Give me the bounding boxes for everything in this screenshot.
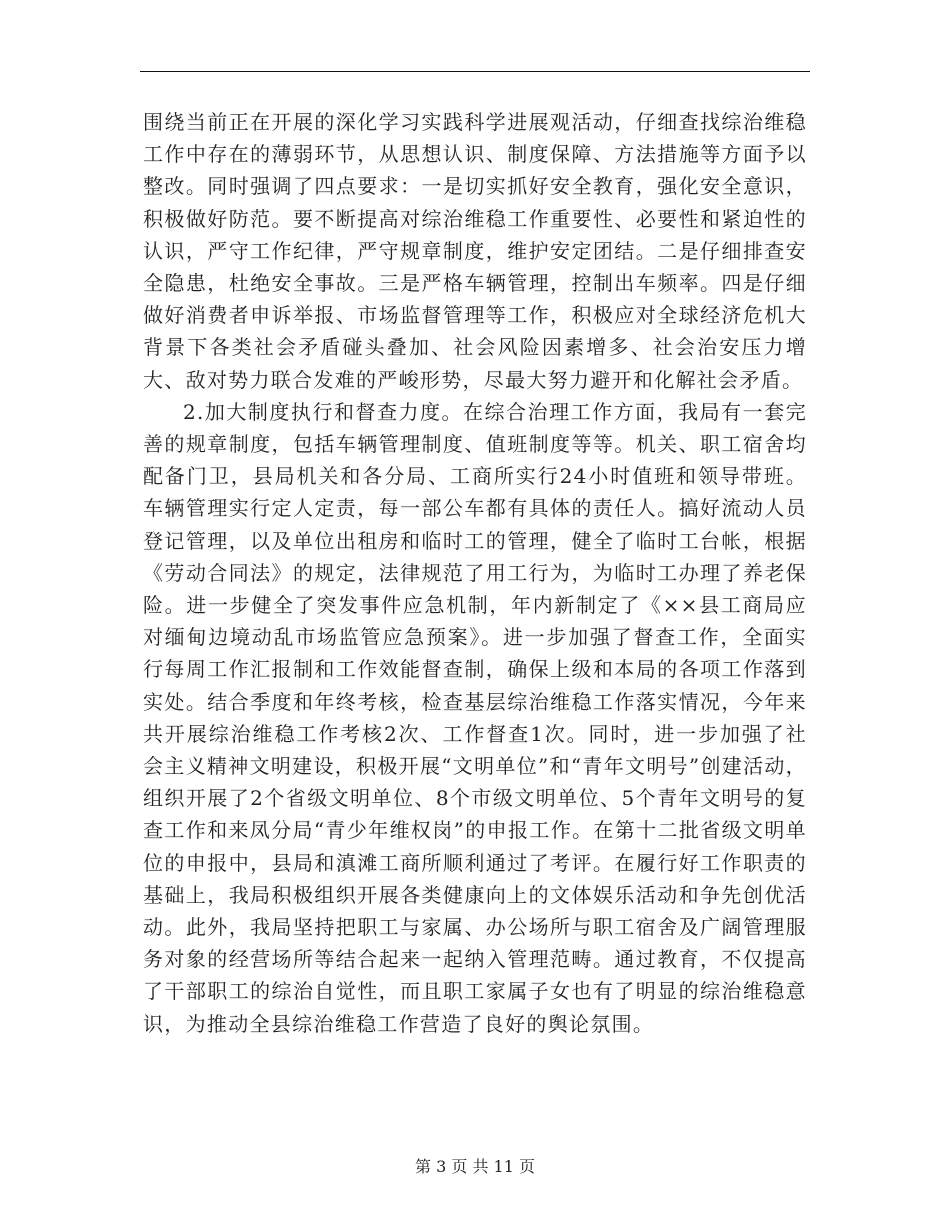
header-rule (140, 71, 810, 72)
page-footer (0, 1154, 950, 1177)
body-paragraph-section-2: 2.加大制度执行和督查力度。在综合治理工作方面，我局有一套完善的规章制度，包括车辆管理制度、值班制度等等。机关、职工宿舍均配备门卫，县局机关和各分局、工商所实行24小时值班和领导带班。车辆管理实行定人定责，每一部公车都有具体的责任人。搞好流动人员登记管理，以及单位出租房和临时工的管理，健全了临时工台帐，根据《劳动合同法》的规定，法律规范了用工行为，为临时工办理了养老保险。进一步健全了突发事件应急机制，年内新制定了《××县工商局应对缅甸边境动乱市场监管应急预案》。进一步加强了督查工作，全面实行每周工作汇报制和工作效能督查制，确保上级和本局的各项工作落到实处。结合季度和年终考核，检查基层综治维稳工作落实情况，今年来共开展综治维稳工作考核2次、工作督查1次。同时，进一步加强了社会主义精神文明建设，积极开展“文明单位”和“青年文明号”创建活动，组织开展了2个省级文明单位、8个市级文明单位、5个青年文明号的复查工作和来凤分局“青少年维权岗”的申报工作。在第十二批省级文明单位的申报中，县局和滇滩工商所顺利通过了考评。在履行好工作职责的基础上，我局积极组织开展各类健康向上的文体娱乐活动和争先创优活动。此外，我局坚持把职工与家属、办公场所与职工宿舍及广阔管理服务对象的经营场所等结合起来一起纳入管理范畴。通过教育，不仅提高了干部职工的综治自觉性，而且职工家属子女也有了明显的综治维稳意识，为推动全县综治维稳工作营造了良好的舆论氛围。 (143, 399, 807, 1036)
page-body (143, 106, 807, 1040)
body-paragraph-continued: 围绕当前正在开展的深化学习实践科学进展观活动，仔细查找综治维稳工作中存在的薄弱环节，从思想认识、制度保障、方法措施等方面予以整改。同时强调了四点要求：一是切实抓好安全教育，强化安全意识，积极做好防范。要不断提高对综治维稳工作重要性、必要性和紧迫性的认识，严守工作纪律，严守规章制度，维护安定团结。二是仔细排查安全隐患，杜绝安全事故。三是严格车辆管理，控制出车频率。四是仔细做好消费者申诉举报、市场监督管理等工作，积极应对全球经济危机大背景下各类社会矛盾碰头叠加、社会风险因素增多、社会治安压力增大、敌对势力联合发难的严峻形势，尽最大努力避开和化解社会矛盾。 (143, 110, 807, 392)
page-number-label: 第 3 页 共 11 页 (415, 1157, 535, 1176)
